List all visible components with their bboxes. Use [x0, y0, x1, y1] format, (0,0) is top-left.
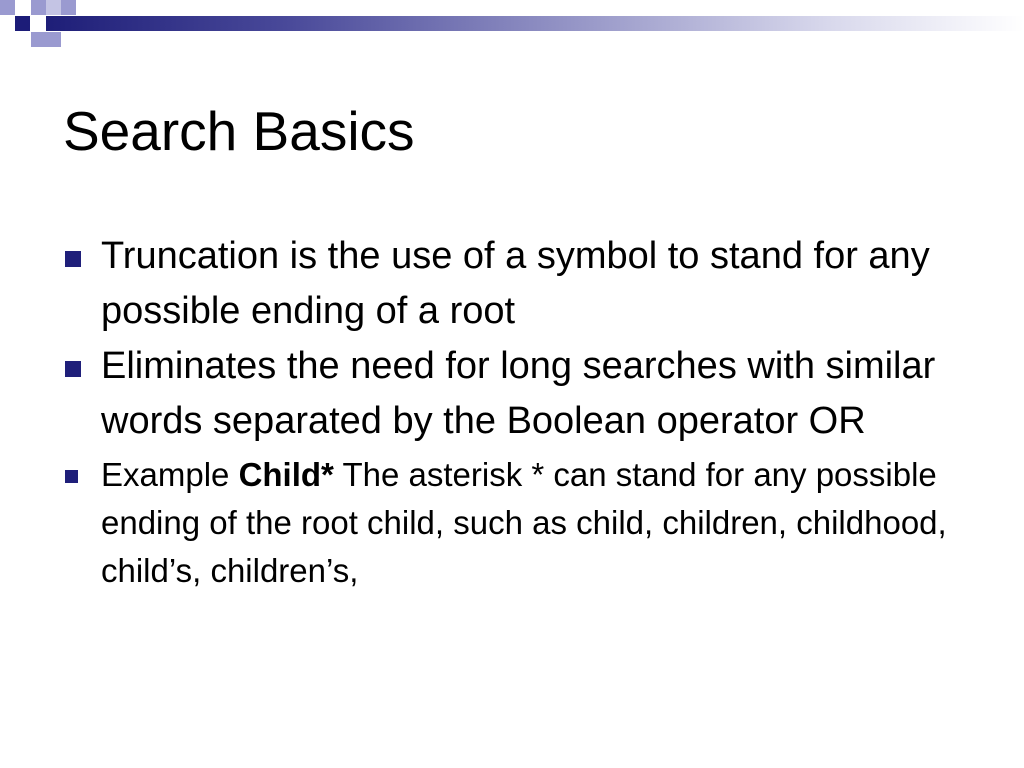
bullet-item: [63, 229, 983, 339]
example-description: The asterisk * can stand for any possible ending of the root child, such as child, children, childhood, child’s, children’s,: [101, 456, 947, 589]
decor-square: [46, 32, 61, 47]
bullet-text: Truncation is the use of a symbol to stand for any possible ending of a root: [101, 235, 930, 332]
slide-title: Search Basics: [63, 100, 415, 162]
decor-square: [31, 0, 46, 15]
header-decoration: [0, 0, 1024, 64]
square-bullet-icon: [65, 470, 78, 483]
bullet-item-example: [63, 451, 983, 595]
decor-square: [0, 0, 15, 15]
decor-square: [61, 0, 76, 15]
decor-square: [46, 0, 61, 15]
bullet-item: [63, 339, 983, 449]
square-bullet-icon: [65, 251, 81, 267]
square-bullet-icon: [65, 361, 81, 377]
decor-square: [31, 32, 46, 47]
decor-square: [15, 16, 30, 31]
header-gradient-bar: [46, 16, 1024, 31]
bullet-list: [63, 229, 983, 595]
bullet-text: Eliminates the need for long searches with similar words separated by the Boolean operator OR: [101, 345, 936, 442]
example-prefix: Example: [101, 456, 239, 493]
example-term: Child*: [238, 456, 334, 493]
